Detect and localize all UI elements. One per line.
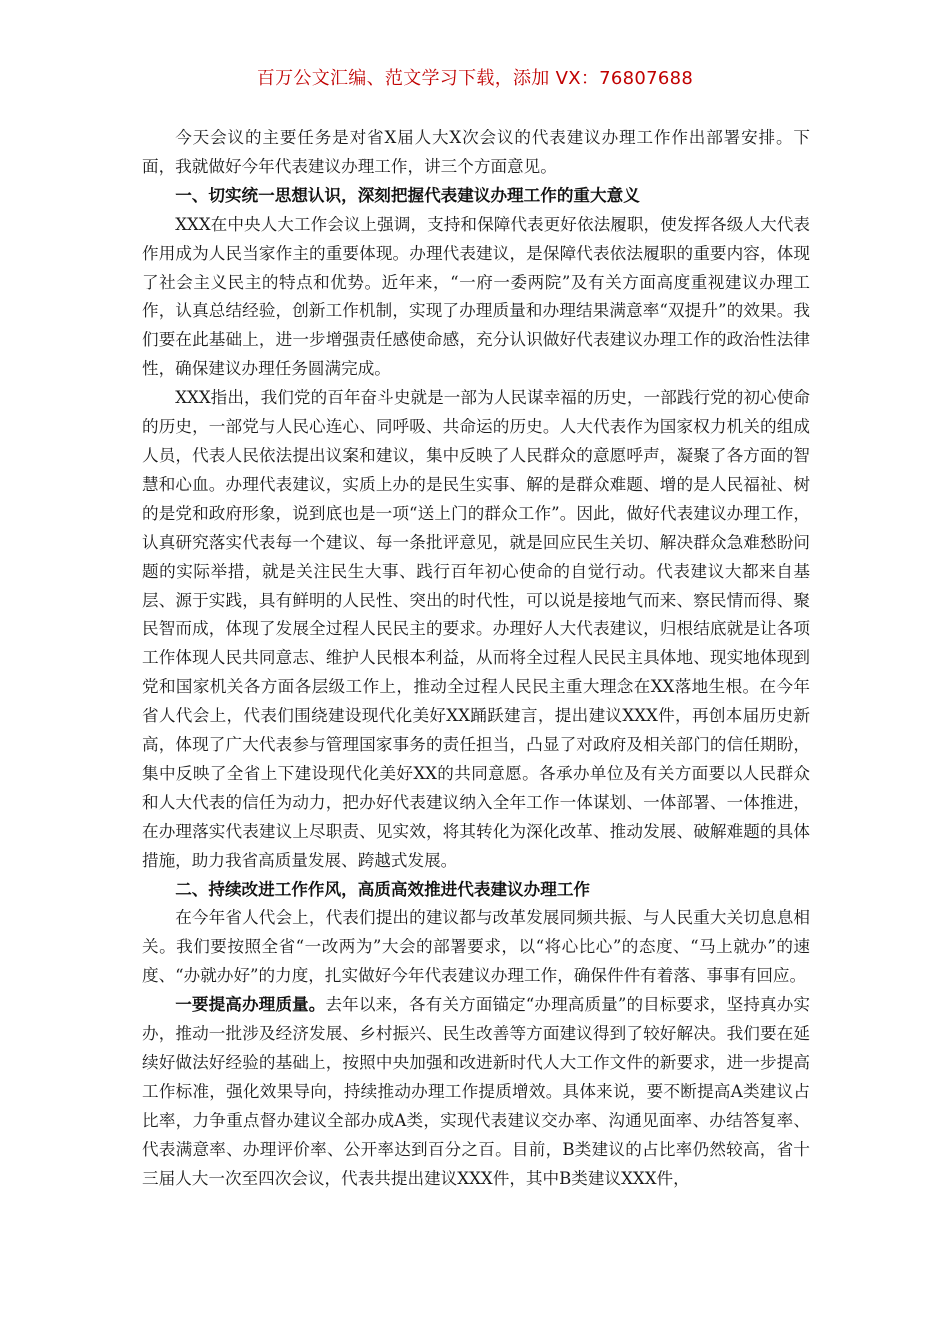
section-2-paragraph-1: 在今年省人代会上，代表们提出的建议都与改革发展同频共振、与人民重大关切息息相关。我们要按照全省“一改两为”大会的部署要求，以“将心比心”的态度、“马上就办”的速度、“办就办好”的力度，扎实做好今年代表建议办理工作，确保件件有着落、事事有回应。	[142, 908, 810, 986]
section-1-heading: 一、切实统一思想认识，深刻把握代表建议办理工作的重大意义	[175, 185, 640, 205]
section-2-heading: 二、持续改进工作作风，高质高效推进代表建议办理工作	[175, 879, 591, 899]
section-1-paragraph-2: XXX指出，我们党的百年奋斗史就是一部为人民谋幸福的历史，一部践行党的初心使命的历史，一部党与人民心连心、同呼吸、共命运的历史。人大代表作为国家权力机关的组成人员，代表人民依法提出议案和建议，集中反映了人民群众的意愿呼声，凝聚了各方面的智慧和心血。办理代表建议，实质上办的是民生实事、解的是群众难题、增的是人民福祉、树的是党和政府形象，说到底也是一项“送上门的群众工作”。因此，做好代表建议办理工作，认真研究落实代表每一个建议、每一条批评意见，就是回应民生关切、解决群众急难愁盼问题的实际举措，就是关注民生大事、践行百年初心使命的自觉行动。代表建议大都来自基层、源于实践，具有鲜明的人民性、突出的时代性，可以说是接地气而来、察民情而得、聚民智而成，体现了发展全过程人民民主的要求。办理好人大代表建议，归根结底就是让各项工作体现人民共同意志、维护人民根本利益，从而将全过程人民民主具体地、现实地体现到党和国家机关各方面各层级工作上，推动全过程人民民主重大理念在XX落地生根。在今年省人代会上，代表们围绕建设现代化美好XX踊跃建言，提出建议XXX件，再创本届历史新高，体现了广大代表参与管理国家事务的责任担当，凸显了对政府及相关部门的信任期盼，集中反映了全省上下建设现代化美好XX的共同意愿。各承办单位及有关方面要以人民群众和人大代表的信任为动力，把办好代表建议纳入全年工作一体谋划、一体部署、一体推进，在办理落实代表建议上尽职责、见实效，将其转化为深化改革、推动发展、破解难题的具体措施，助力我省高质量发展、跨越式发展。	[142, 388, 810, 870]
paragraph-text: 去年以来，各有关方面锚定“办理高质量”的目标要求，坚持真办实办，推动一批涉及经济发展、乡村振兴、民生改善等方面建议得到了较好解决。我们要在延续好做法好经验的基础上，按照中央加强和改进新时代人大工作文件的新要求，进一步提高工作标准，强化效果导向，持续推动办理工作提质增效。具体来说，要不断提高A类建议占比率，力争重点督办建议全部办成A类，实现代表建议交办率、沟通见面率、办结答复率、代表满意率、办理评价率、公开率达到百分之百。目前，B类建议的占比率仍然较高，省十三届人大一次至四次会议，代表共提出建议XXX件，其中B类建议XXX件，	[142, 995, 811, 1188]
document-body	[142, 124, 810, 1194]
section-1-paragraph-1: XXX在中央人大工作会议上强调，支持和保障代表更好依法履职，使发挥各级人大代表作用成为人民当家作主的重要体现。办理代表建议，是保障代表依法履职的重要内容，体现了社会主义民主的特点和优势。近年来，“一府一委两院”及有关方面高度重视建议办理工作，认真总结经验，创新工作机制，实现了办理质量和办理结果满意率“双提升”的效果。我们要在此基础上，进一步增强责任感使命感，充分认识做好代表建议办理工作的政治性法律性，确保建议办理任务圆满完成。	[142, 214, 810, 379]
section-2-paragraph-2	[142, 991, 810, 1193]
paragraph-lead-in: 一要提高办理质量。	[175, 995, 326, 1015]
intro-paragraph: 今天会议的主要任务是对省Ⅹ届人大Ⅹ次会议的代表建议办理工作作出部署安排。下面，我就做好今年代表建议办理工作，讲三个方面意见。	[142, 128, 810, 176]
watermark-banner: 百万公文汇编、范文学习下载，添加 VX：76807688	[256, 68, 694, 89]
